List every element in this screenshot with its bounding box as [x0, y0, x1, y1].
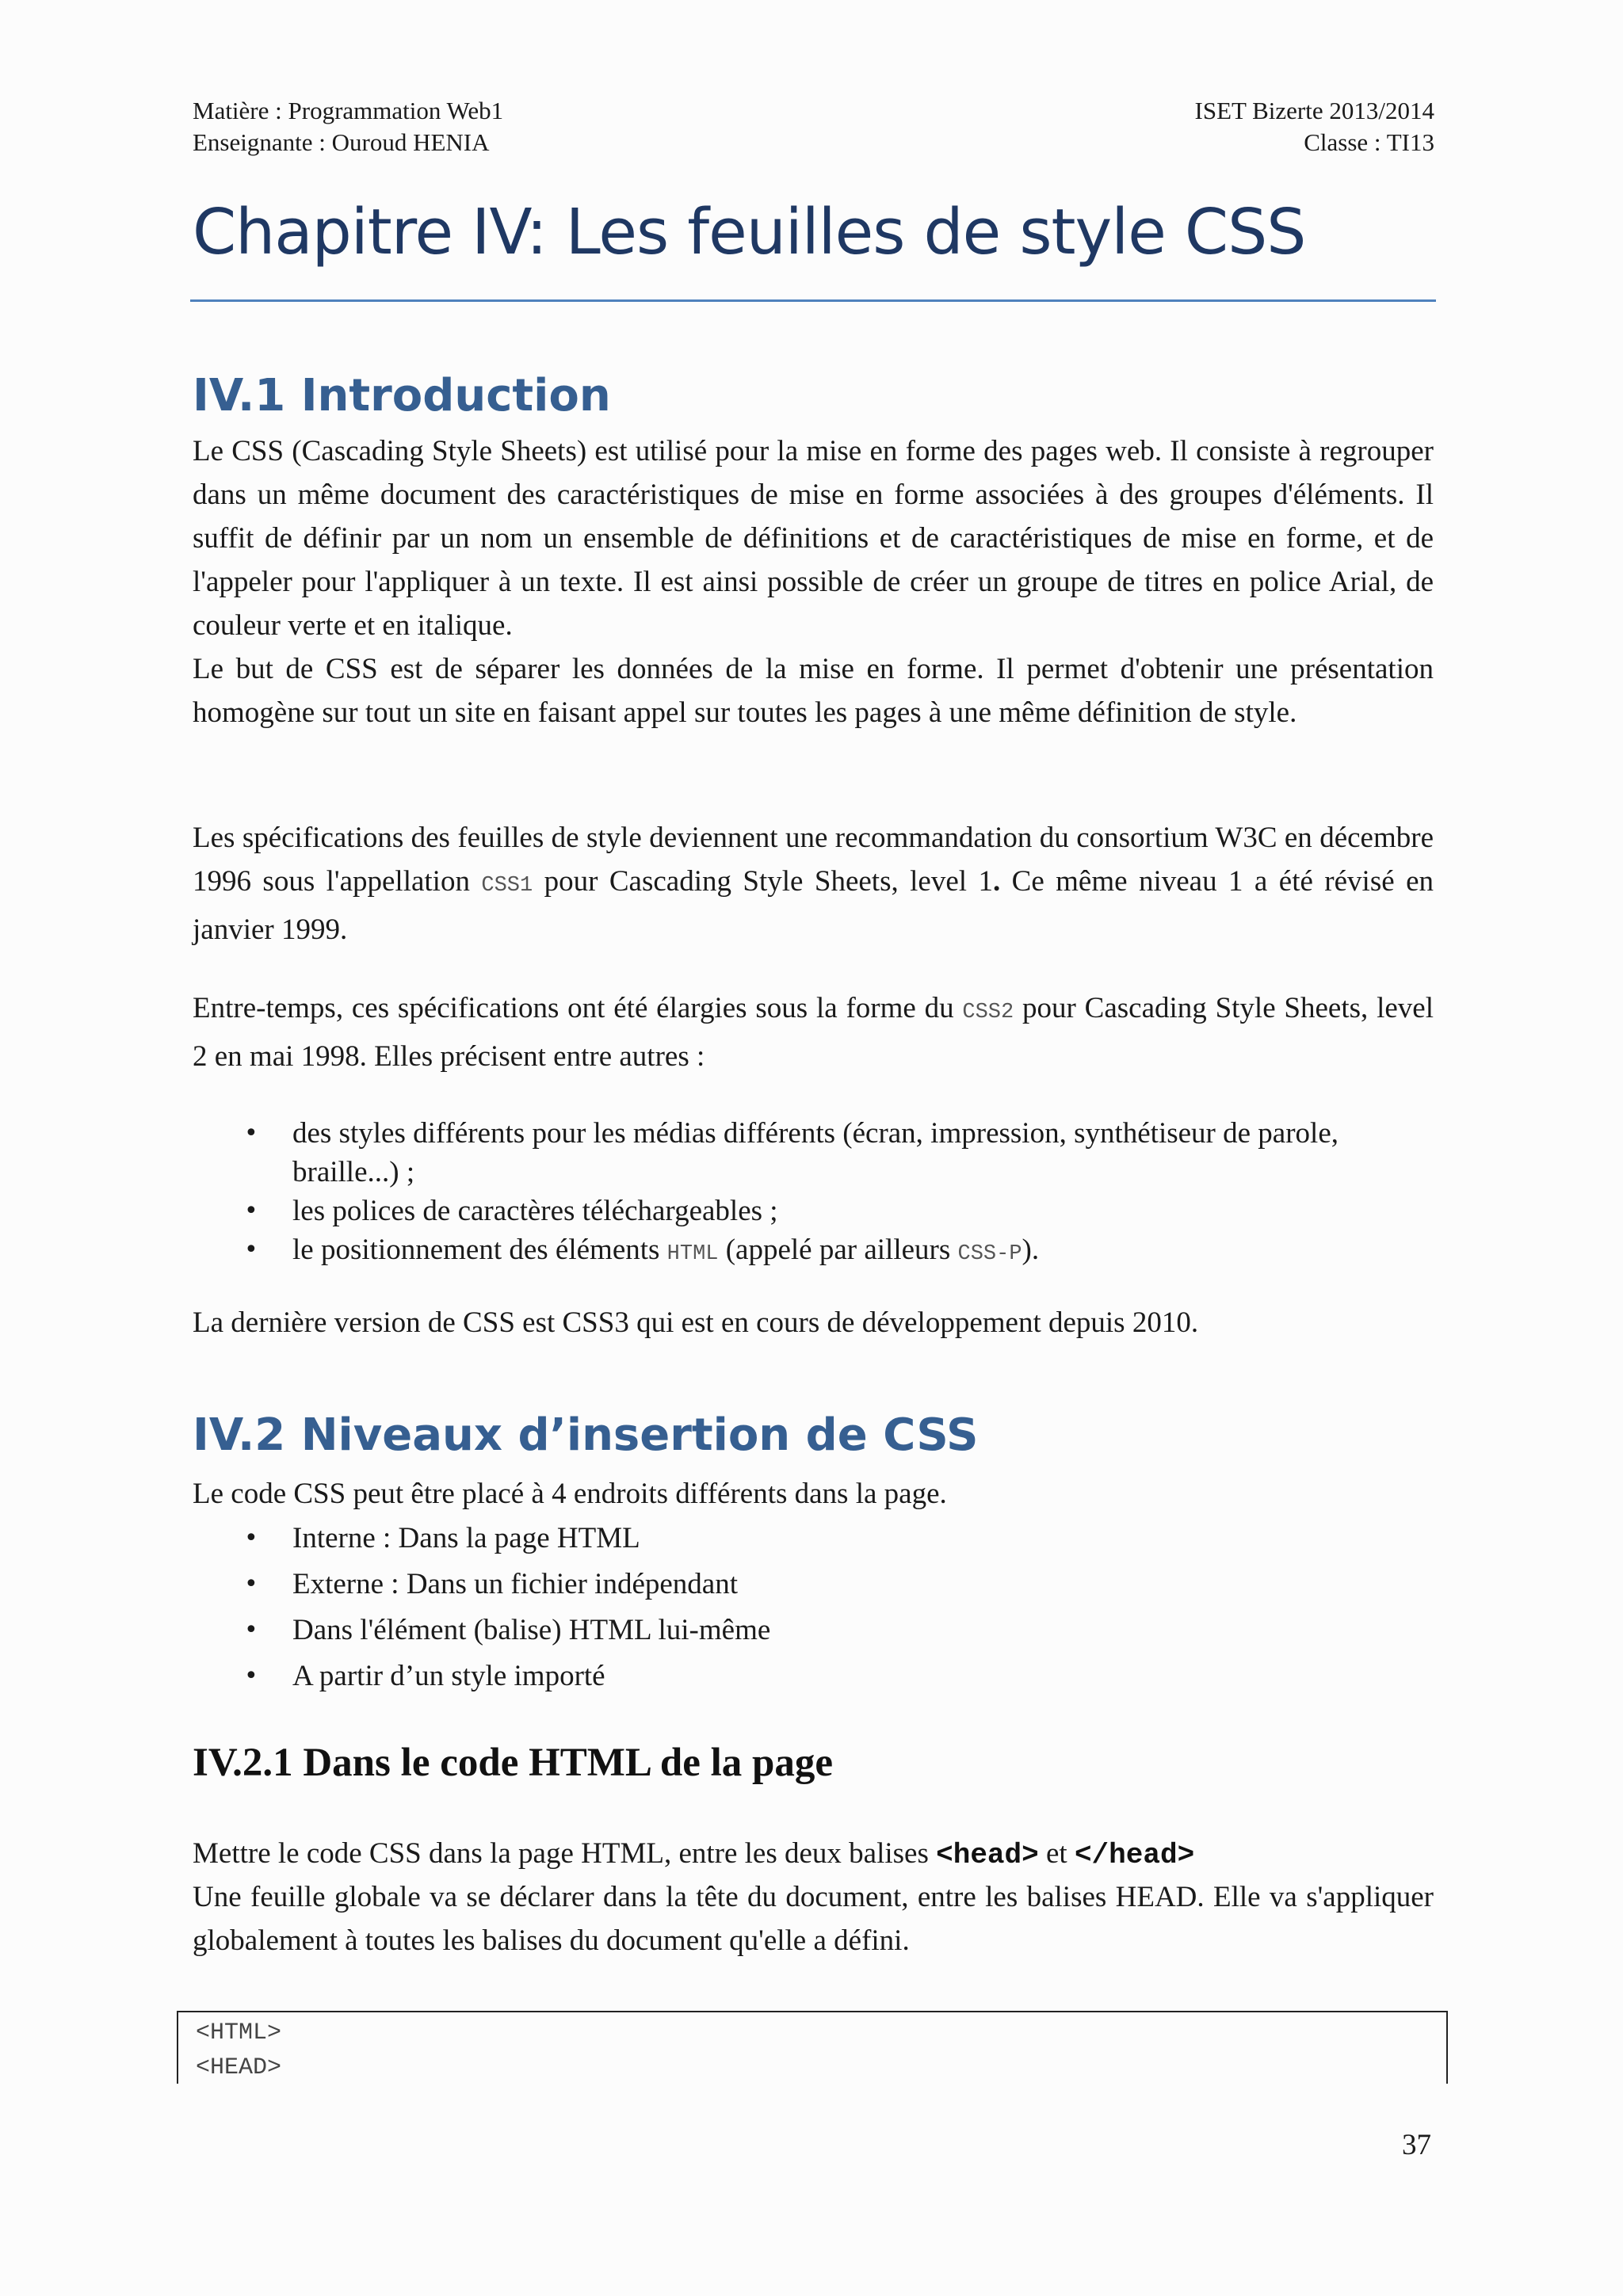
code-css1: CSS1	[481, 874, 533, 898]
intro-paragraph-5: La dernière version de CSS est CSS3 qui est en cours de développement depuis 2010.	[193, 1306, 1199, 1339]
section-title-insertion-levels: IV.2 Niveaux d’insertion de CSS	[193, 1409, 979, 1461]
code-css2: CSS2	[962, 1001, 1014, 1024]
list-item: • Externe : Dans un fichier indépendant	[193, 1562, 1434, 1608]
list-item: • les polices de caractères téléchargeables ;	[193, 1192, 1434, 1230]
code-line: <HEAD>	[196, 2054, 282, 2081]
bullet-icon: •	[244, 1570, 258, 1598]
chapter-title: Chapitre IV: Les feuilles de style CSS	[193, 196, 1306, 269]
code-head-open: <head>	[936, 1839, 1039, 1871]
section-title-introduction: IV.1 Introduction	[193, 370, 611, 421]
code-line: <HTML>	[196, 2019, 282, 2046]
code-head-close: </head>	[1074, 1839, 1195, 1871]
intro-paragraph-1: Le CSS (Cascading Style Sheets) est utilisé pour la mise en forme des pages web. Il consiste à regrouper dans un même document des caractéristiques de mise en forme associées à des groupes d'éléments. Il suffit de définir par un nom un ensemble de définitions et de caractéristiques de mise en forme, et de l'appeler pour l'appliquer à un texte. Il est ainsi possible de créer un groupe de titres en police Arial, de couleur verte et en italique.	[193, 435, 1434, 642]
html-page-paragraph-2: Une feuille globale va se déclarer dans la tête du document, entre les balises HEAD. Elle va s'appliquer globalement à toutes les balises du document qu'elle a défini.	[193, 1881, 1434, 1957]
list-item: • le positionnement des éléments HTML (appelé par ailleurs CSS-P).	[193, 1230, 1434, 1274]
code-block	[177, 2011, 1448, 2084]
bullet-icon: •	[244, 1119, 258, 1147]
insertion-levels-list	[193, 1516, 1434, 1699]
bullet-icon: •	[244, 1197, 258, 1225]
insertion-intro: Le code CSS peut être placé à 4 endroits différents dans la page.	[193, 1478, 947, 1510]
class-label: Classe : TI13	[1304, 128, 1434, 156]
list-item: • des styles différents pour les médias différents (écran, impression, synthétiseur de parole, braille...) ;	[193, 1114, 1434, 1192]
bullet-icon: •	[244, 1616, 258, 1644]
bullet-icon: •	[244, 1524, 258, 1552]
css2-features-list	[193, 1114, 1434, 1274]
html-page-paragraph-1: Mettre le code CSS dans la page HTML, entre les deux balises <head> et </head>	[193, 1837, 1195, 1871]
page-number: 37	[1402, 2129, 1431, 2161]
header-left	[193, 95, 503, 158]
intro-paragraph-3: Les spécifications des feuilles de style deviennent une recommandation du consortium W3C en décembre 1996 sous l'appellation CSS1 pour Cascading Style Sheets, level 1. Ce même niveau 1 a été révisé en janvier 1999.	[193, 822, 1434, 946]
bullet-icon: •	[244, 1662, 258, 1690]
list-item: • Dans l'élément (balise) HTML lui-même	[193, 1608, 1434, 1653]
title-underline	[190, 299, 1436, 302]
bullet-icon: •	[244, 1236, 258, 1264]
list-item: • Interne : Dans la page HTML	[193, 1516, 1434, 1562]
intro-paragraph-2: Le but de CSS est de séparer les données de la mise en forme. Il permet d'obtenir une présentation homogène sur tout un site en faisant appel sur toutes les pages à une même définition de style.	[193, 653, 1434, 729]
list-item: • A partir d’un style importé	[193, 1653, 1434, 1699]
header-right	[1195, 95, 1435, 158]
school-year-label: ISET Bizerte 2013/2014	[1194, 97, 1434, 124]
teacher-label: Enseignante : Ouroud HENIA	[193, 128, 490, 156]
subsection-title-html-page: IV.2.1 Dans le code HTML de la page	[193, 1741, 834, 1785]
code-css-p: CSS-P	[957, 1242, 1022, 1266]
intro-paragraph-4: Entre-temps, ces spécifications ont été élargies sous la forme du CSS2 pour Cascading Style Sheets, level 2 en mai 1998. Elles précisent entre autres :	[193, 992, 1434, 1073]
course-label: Matière : Programmation Web1	[193, 97, 504, 124]
code-html: HTML	[666, 1242, 719, 1266]
